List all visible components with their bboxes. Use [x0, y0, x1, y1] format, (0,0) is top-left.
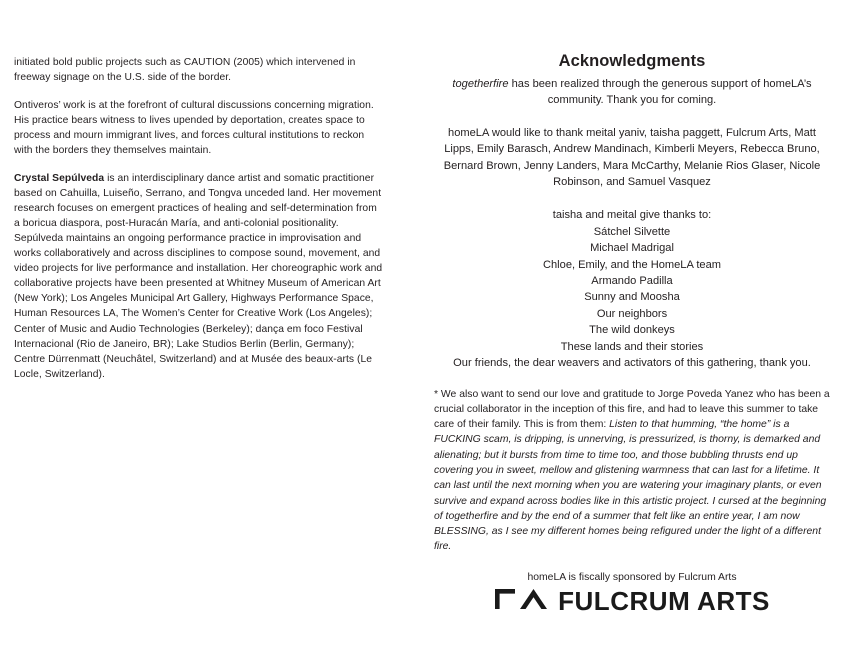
sponsor-line: homeLA is fiscally sponsored by Fulcrum Arts — [527, 571, 737, 583]
paragraph-text: Ontiveros’ work is at the forefront of cultural discussions concerning migration. His practice bears witness to lives upended by deportation, creates space to process and mourn immigrant lives, and forces cultural institutions to reckon with the borders they themselves maintain. — [14, 99, 374, 156]
thanks-item: These lands and their stories — [560, 340, 704, 353]
fulcrum-arts-mark-icon — [494, 587, 548, 615]
thanks-item: Sátchel Silvette — [593, 225, 671, 238]
paragraph-ontiveros-caution — [14, 55, 384, 85]
thanks-item: The wild donkeys — [589, 324, 675, 337]
thanks-item: Our friends, the dear weavers and activators of this gathering, thank you. — [453, 357, 811, 370]
work-title-togetherfire: togetherfire — [452, 78, 509, 90]
footnote-quoted-text: Listen to that humming, “the home” is a FUCKING scam, is dripping, is unnerving, is pressurized, is thorny, is demarked and alienating; but it bursts from time to time too, and those bubbling thrusts end up covering you in sweet, mellow and glistening warmness that can last for a lifetime. It can last until the next morning when you are watering your imaginary plants, or even survive and expand across bodies like in this artistic project. I cursed at the beginning of togetherfire and by the end of a summer that felt like an entire year, I am now BLESSING, as I see my different homes being refigured under the light of a different fire. — [434, 419, 827, 553]
acknowledgments-intro — [434, 76, 830, 109]
spacer — [434, 190, 830, 207]
sponsor-footer — [434, 571, 830, 615]
thanks-item: Michael Madrigal — [590, 242, 674, 255]
thanks-item: Our neighbors — [596, 307, 668, 320]
acknowledgments-intro-text: has been realized through the generous support of homeLA’s community. Thank you for coming. — [508, 78, 812, 107]
paragraph-text: is an interdisciplinary dance artist and somatic practitioner based on Cahuilla, Luiseño, Serrano, and Tongva unceded land. Her movement research focuses on emergent practices of healing and self-determination from a boricua diaspora, post-Huracán María, and anti-colonial positionality. Sepúlveda maintains an ongoing performance practice in improvisation and works collaboratively and across disciplines to compose sound, movement, and video projects for live performance and installation. Her choreographic work and collaborative projects have been presented at Whitney Museum of American Art (New York); Los Angeles Municipal Art Gallery, Highways Performance Space, Human Resources LA, The Women’s Center for Creative Work (Los Angeles); Center of Music and Audio Technologies (Berkeley); dança em foco Festival Internacional (Rio de Janeiro, BR); Lake Studios Berlin (Berlin, Germany); Centre Dürrenmatt (Neuchâtel, Switzerland) and at Musée des beaux-arts (Le Locle, Switzerland). — [14, 172, 383, 380]
artist-name-crystal-sepulveda: Crystal Sepúlveda — [14, 172, 105, 184]
homela-thanks-paragraph: homeLA would like to thank meital yaniv, taisha paggett, Fulcrum Arts, Matt Lipps, Emily Barasch, Andrew Mandinach, Kimberli Meyers, Rebecca Bruno, Bernard Brown, Jenny Landers, Mara McCarthy, Melanie Rios Glaser, Nicole Robinson, and Samuel Vasquez — [443, 126, 821, 189]
acknowledgments-column — [420, 0, 841, 615]
page-title: Acknowledgments — [558, 52, 706, 70]
thanks-item: Chloe, Emily, and the HomeLA team — [543, 258, 721, 271]
personal-thanks-heading: taisha and meital give thanks to: — [552, 209, 712, 222]
fulcrum-arts-logo — [434, 587, 830, 615]
paragraph-crystal-sepulveda-bio — [14, 171, 384, 382]
paragraph-text: initiated bold public projects such as CAUTION (2005) which intervened in freeway signage on the U.S. side of the border. — [14, 57, 356, 84]
footnote-roman-text: * We also want to send our love and gratitude to Jorge Poveda Yanez who has been a crucial collaborator in the inception of this fire, and had to leave this summer to take care of their family. This is from them: — [434, 388, 830, 431]
footnote-jorge-poveda-yanez — [434, 387, 830, 555]
thanks-item: Armando Padilla — [591, 275, 673, 288]
paragraph-ontiveros-practice — [14, 98, 384, 158]
spacer — [434, 372, 830, 387]
spacer — [434, 109, 830, 125]
personal-thanks-block — [434, 207, 830, 371]
left-text-column — [0, 0, 420, 382]
fulcrum-arts-wordmark: FULCRUM ARTS — [558, 585, 770, 616]
thanks-item: Sunny and Moosha — [584, 291, 680, 304]
